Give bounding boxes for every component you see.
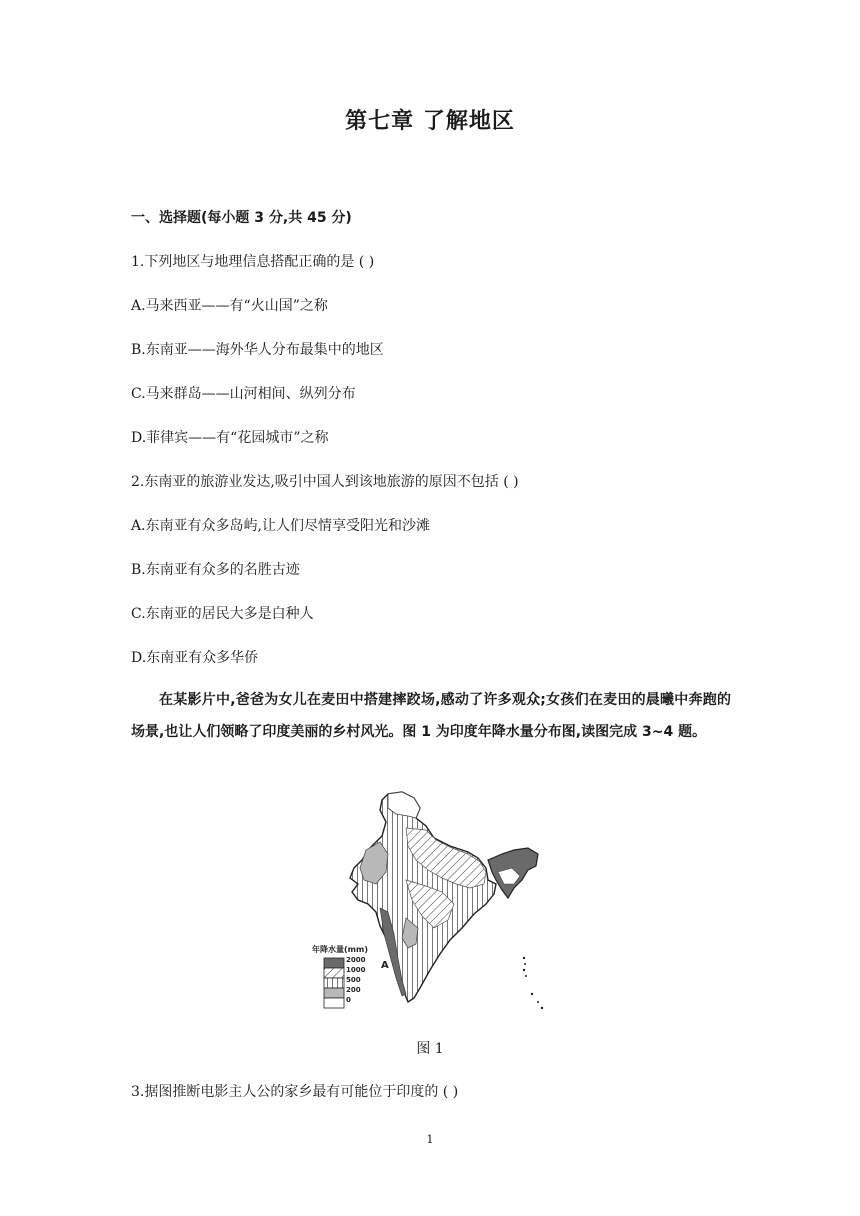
section-heading: 一、选择题(每小题 3 分,共 45 分) xyxy=(131,210,352,226)
question-1-option-b: B.东南亚——海外华人分布最集中的地区 xyxy=(131,342,384,358)
question-1-stem: 1.下列地区与地理信息搭配正确的是 ( ) xyxy=(131,254,375,270)
question-2-stem: 2.东南亚的旅游业发达,吸引中国人到该地旅游的原因不包括 ( ) xyxy=(131,474,519,490)
question-1-option-a: A.马来西亚——有“火山国”之称 xyxy=(131,298,328,314)
legend-value-500: 500 xyxy=(346,976,361,984)
reading-passage: 在某影片中,爸爸为女儿在麦田中搭建摔跤场,感动了许多观众;女孩们在麦田的晨曦中奔跑的场景,也让人们领略了印度美丽的乡村风光。图 1 为印度年降水量分布图,读图完成 3~4 题。 xyxy=(131,692,731,740)
legend-value-2000: 2000 xyxy=(346,956,366,964)
legend-title: 年降水量(mm) xyxy=(312,945,368,954)
question-2-option-a: A.东南亚有众多岛屿,让人们尽情享受阳光和沙滩 xyxy=(131,518,431,534)
precipitation-legend xyxy=(312,944,368,1008)
india-precipitation-map xyxy=(310,788,550,1018)
question-2-option-d: D.东南亚有众多华侨 xyxy=(131,650,259,666)
legend-value-1000: 1000 xyxy=(346,966,366,974)
legend-value-200: 200 xyxy=(346,986,361,994)
page-number: 1 xyxy=(426,1133,434,1146)
question-2-option-c: C.东南亚的居民大多是白种人 xyxy=(131,606,314,622)
question-1-option-c: C.马来群岛——山河相间、纵列分布 xyxy=(131,386,356,402)
page-title: 第七章 了解地区 xyxy=(345,109,515,134)
legend-value-0: 0 xyxy=(346,996,351,1004)
question-1-option-d: D.菲律宾——有“花园城市”之称 xyxy=(131,430,329,446)
figure-caption: 图 1 xyxy=(416,1041,444,1057)
question-2-option-b: B.东南亚有众多的名胜古迹 xyxy=(131,562,300,578)
question-3-stem: 3.据图推断电影主人公的家乡最有可能位于印度的 ( ) xyxy=(131,1084,459,1100)
map-label-a: A xyxy=(381,960,389,971)
